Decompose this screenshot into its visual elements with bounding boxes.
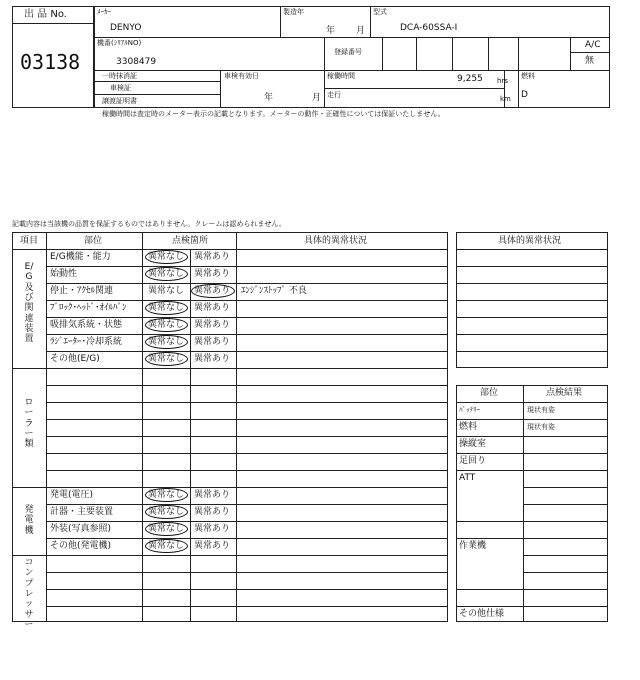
temp-permit-label: 一時抹消証 xyxy=(102,72,137,80)
hours-label: 稼働時間 xyxy=(327,72,355,80)
month-unit: 月 xyxy=(356,26,366,36)
row-part: ﾌﾞﾛｯｸ･ﾍｯﾄﾞ･ｵｲﾙﾊﾟﾝ xyxy=(50,303,127,313)
serial-label: 機番(ｼﾘｱﾙNO) xyxy=(97,39,142,47)
row-part: その他(E/G) xyxy=(50,354,100,364)
row-part: 計器・主要装置 xyxy=(50,507,114,517)
inspection-cert-label: 車検証 xyxy=(110,84,131,92)
result-part: 燃料 xyxy=(459,422,478,432)
maker-label: ﾒｰｶｰ xyxy=(97,8,111,16)
normal-option: 異常なし xyxy=(148,507,185,517)
row-part: E/G機能・能力 xyxy=(50,252,111,262)
row-detail: ｴﾝｼﾞﾝｽﾄｯﾌﾟ 不良 xyxy=(241,286,307,296)
result-part: ATT xyxy=(459,473,476,483)
normal-option: 異常なし xyxy=(148,524,185,534)
fuel-value: D xyxy=(521,90,528,100)
normal-option: 異常なし xyxy=(148,286,185,296)
result-part: ﾊﾞｯﾃﾘｰ xyxy=(459,406,480,414)
check-circle-mark xyxy=(191,284,235,298)
abnormal-option: 異常あり xyxy=(194,269,231,279)
check-circle-mark xyxy=(145,335,188,349)
model-label: 型式 xyxy=(373,8,387,16)
mileage-unit: km xyxy=(500,95,511,103)
section-title-compressor: コンプレッサー xyxy=(24,558,34,631)
result-value: 現状有姿 xyxy=(527,423,555,431)
transfer-cert-label: 譲渡証明書 xyxy=(102,97,137,105)
row-part: 吸排気系統・状態 xyxy=(50,320,123,330)
row-part: 始動性 xyxy=(50,269,78,279)
normal-option: 異常なし xyxy=(148,337,185,347)
result-col-result: 点検結果 xyxy=(546,388,583,398)
row-part: 外装(写真参照) xyxy=(50,524,112,534)
abnormal-option: 異常あり xyxy=(194,524,231,534)
valid-year-unit: 年 xyxy=(264,93,274,103)
row-part: 発電(電圧) xyxy=(50,490,94,500)
check-circle-mark xyxy=(145,250,188,264)
result-col-part: 部位 xyxy=(480,388,499,398)
normal-option: 異常なし xyxy=(148,541,185,551)
check-circle-mark xyxy=(145,352,188,366)
section-title-engine: E/G及び関連装置 xyxy=(24,262,34,345)
row-part: ﾗｼﾞｴｰﾀｰ･冷却系統 xyxy=(50,337,123,347)
result-part: その他仕様 xyxy=(459,609,505,619)
abnormal-option: 異常あり xyxy=(194,320,231,330)
check-circle-mark xyxy=(145,522,188,536)
disclaimer: 記載内容は当該機の品質を保証するものではありません。クレームは認められません。 xyxy=(12,220,286,228)
info-grid xyxy=(94,6,610,108)
result-part: 足回り xyxy=(459,456,487,466)
normal-option: 異常なし xyxy=(148,269,185,279)
ac-value: 無 xyxy=(585,56,595,66)
year-label: 製造年 xyxy=(283,8,304,16)
valid-date-label: 車検有効日 xyxy=(224,72,259,80)
fuel-label: 燃料 xyxy=(521,72,535,80)
lot-number: 03138 xyxy=(20,50,81,74)
row-part: 停止・ｱｸｾﾙ関連 xyxy=(50,286,114,296)
normal-option: 異常なし xyxy=(148,252,185,262)
lot-label: 出 品 No. xyxy=(24,9,67,20)
col-check-header: 点検箇所 xyxy=(172,236,209,246)
registration-label: 登録番号 xyxy=(334,48,362,56)
section-title-roller: ローラー類 xyxy=(24,398,34,450)
abnormal-option: 異常あり xyxy=(194,252,231,262)
hours-note: 稼働時間は査定時のメーター表示の記載となります。メーターの動作・正確性については保証いたしません。 xyxy=(102,110,445,118)
maker-value: DENYO xyxy=(110,23,142,33)
mileage-label: 走行 xyxy=(327,91,341,99)
valid-month-unit: 月 xyxy=(312,93,322,103)
abnormal-option: 異常あり xyxy=(194,303,231,313)
check-circle-mark xyxy=(145,318,188,332)
normal-option: 異常なし xyxy=(148,490,185,500)
hours-value: 9,255 xyxy=(457,74,483,84)
normal-option: 異常なし xyxy=(148,303,185,313)
check-circle-mark xyxy=(145,505,188,519)
abnormal-option: 異常あり xyxy=(194,507,231,517)
abnormal-option: 異常あり xyxy=(194,286,231,296)
check-circle-mark xyxy=(145,301,188,315)
check-circle-mark xyxy=(145,539,188,553)
hours-unit: hrs xyxy=(497,77,508,85)
col-item-header: 項目 xyxy=(20,236,39,246)
normal-option: 異常なし xyxy=(148,354,185,364)
check-circle-mark xyxy=(145,488,188,502)
abnormal-option: 異常あり xyxy=(194,490,231,500)
abnormal-option: 異常あり xyxy=(194,337,231,347)
right-detail-header: 具体的異常状況 xyxy=(498,236,562,246)
abnormal-option: 異常あり xyxy=(194,541,231,551)
ac-label: A/C xyxy=(585,40,601,50)
section-title-generator: 発電機 xyxy=(24,505,34,536)
col-detail-header: 具体的異常状況 xyxy=(304,236,368,246)
model-value: DCA-60SSA-I xyxy=(400,23,458,33)
abnormal-option: 異常あり xyxy=(194,354,231,364)
result-value: 現状有姿 xyxy=(527,406,555,414)
result-part: 作業機 xyxy=(459,541,487,551)
year-unit: 年 xyxy=(326,26,336,36)
serial-value: 3308479 xyxy=(116,57,157,67)
row-part: その他(発電機) xyxy=(50,541,112,551)
check-circle-mark xyxy=(145,267,188,281)
normal-option: 異常なし xyxy=(148,320,185,330)
col-part-header: 部位 xyxy=(84,236,103,246)
result-part: 操縦室 xyxy=(459,439,487,449)
